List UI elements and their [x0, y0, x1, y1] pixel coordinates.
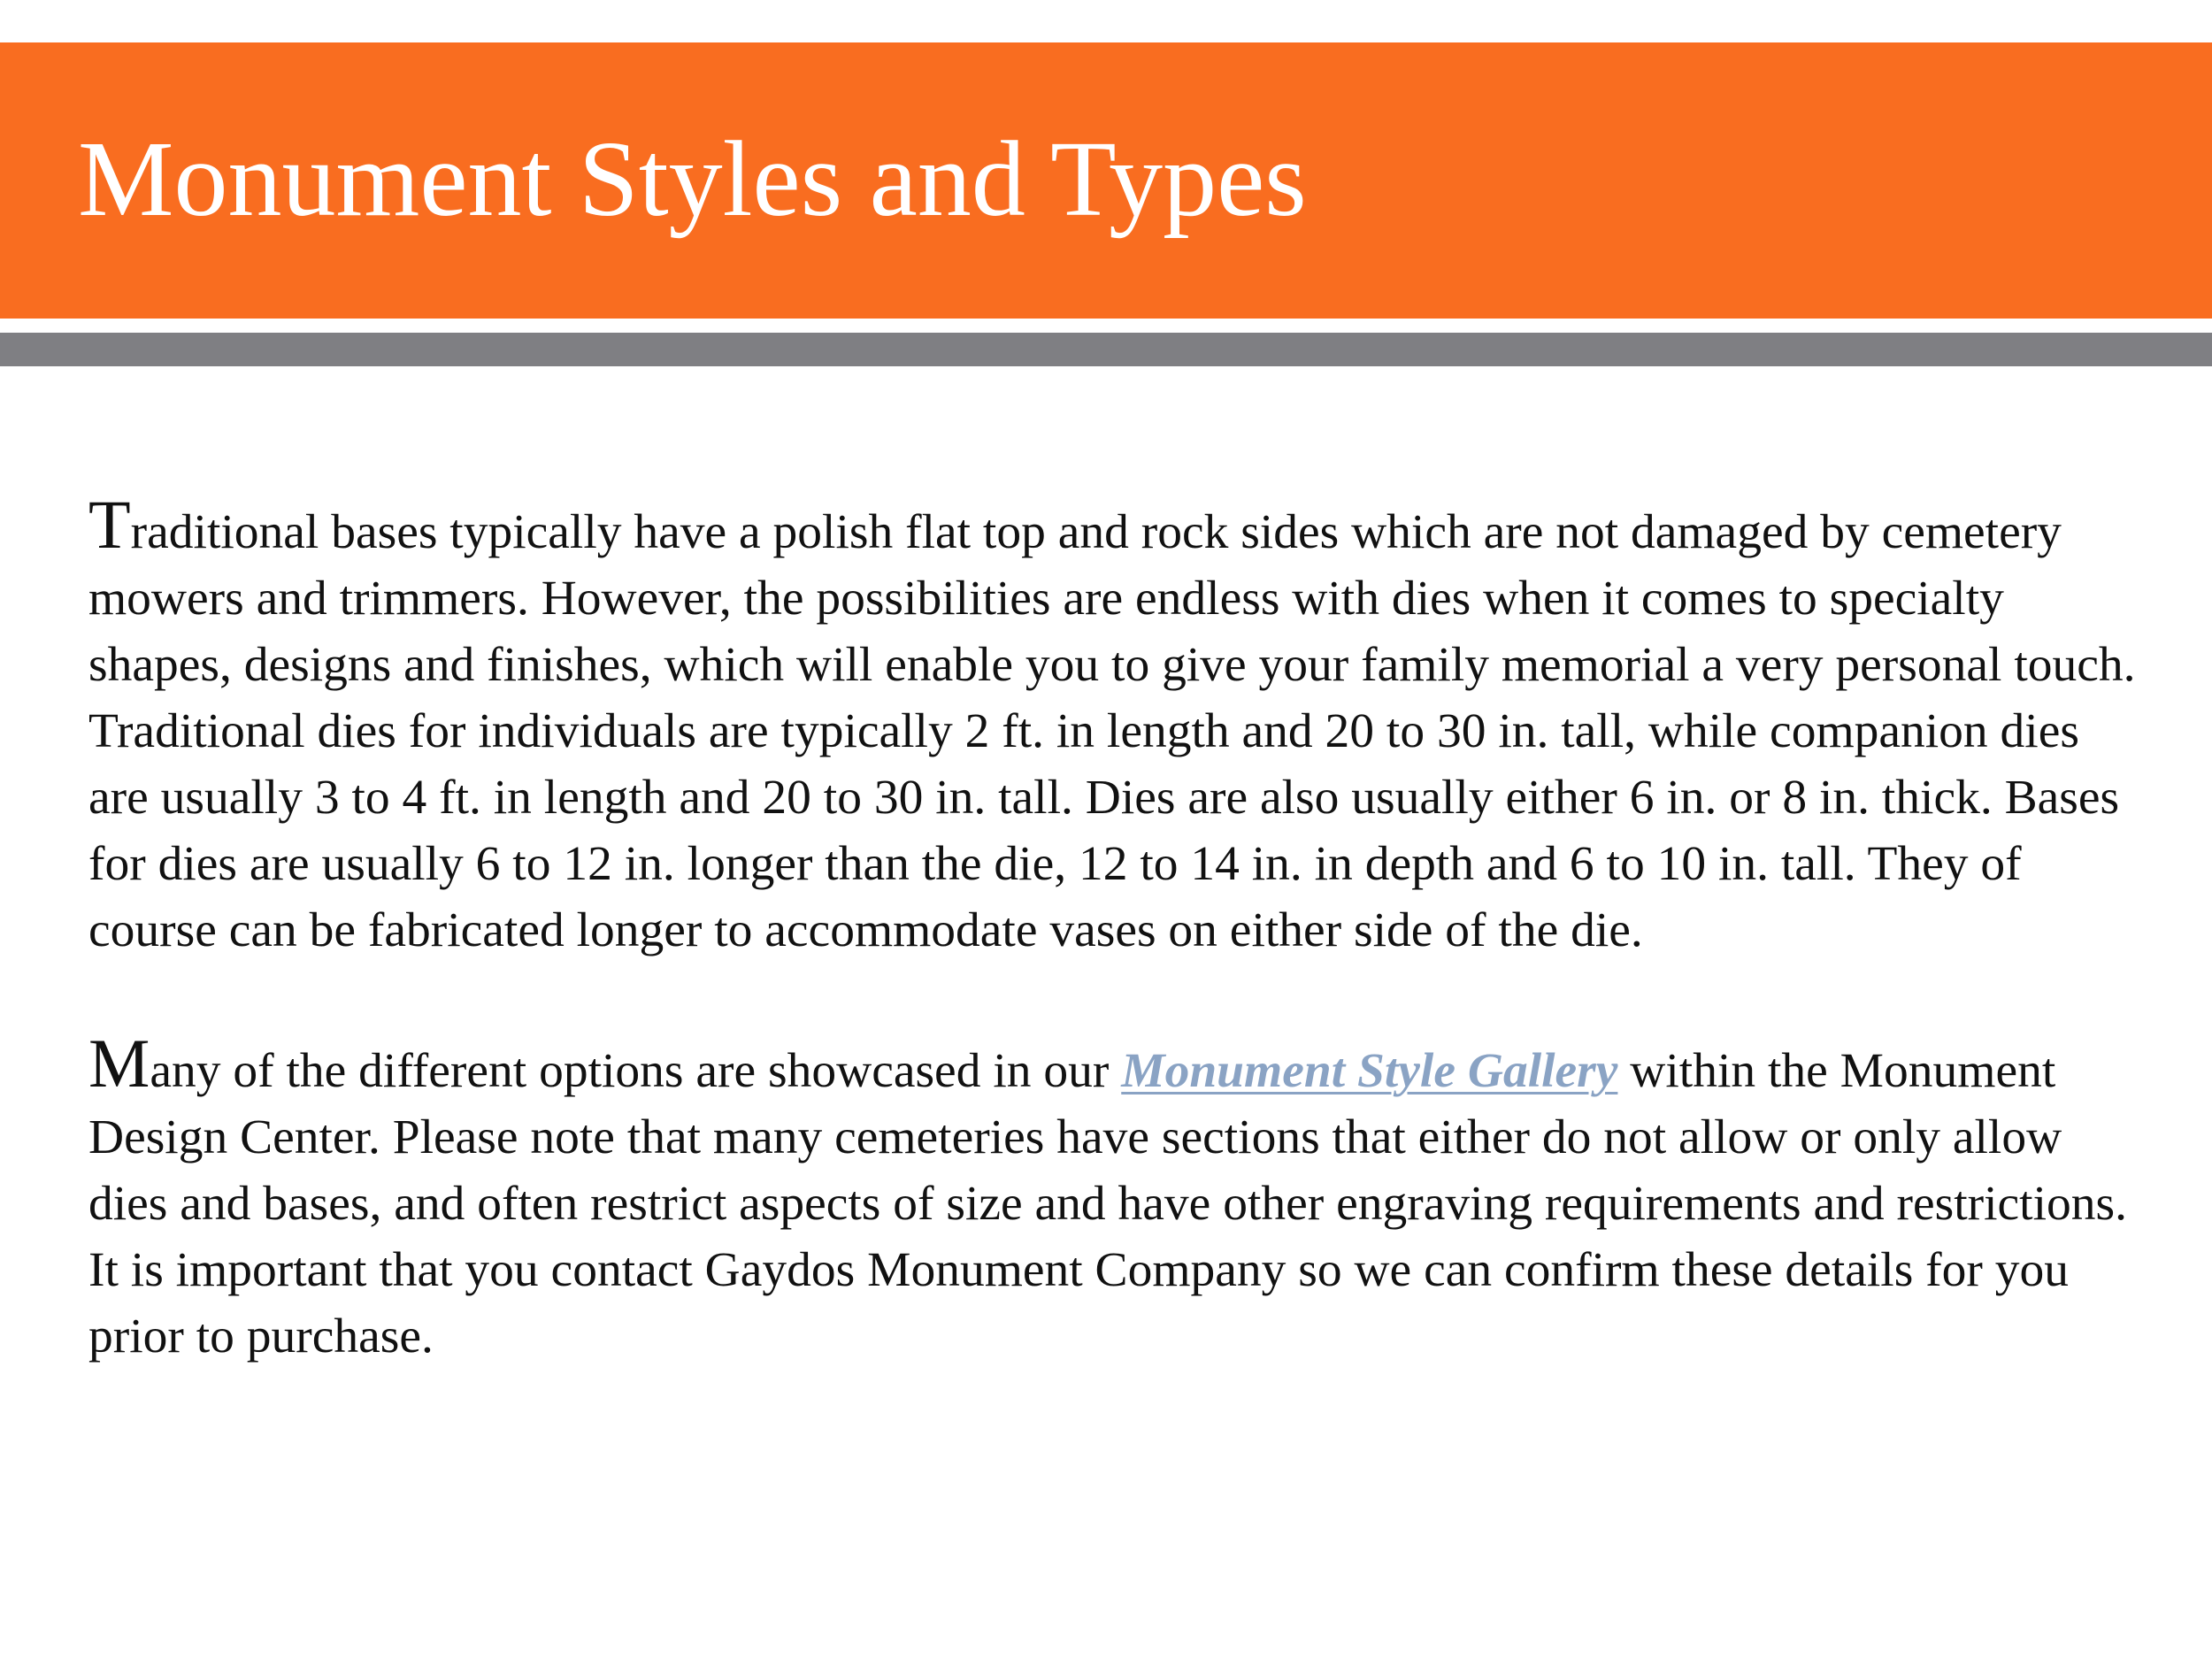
- monument-style-gallery-link[interactable]: Monument Style Gallery: [1121, 1044, 1618, 1098]
- paragraph-gallery-note: [88, 1025, 2141, 1370]
- divider-bar: [0, 333, 2212, 366]
- drop-initial: T: [88, 486, 131, 563]
- page-title: Monument Styles and Types: [78, 119, 1307, 239]
- body-text: [88, 486, 2141, 1370]
- drop-initial: M: [88, 1025, 150, 1102]
- paragraph-traditional-bases: [88, 486, 2141, 964]
- paragraph-text: raditional bases typically have a polish flat top and rock sides which are not damaged by cemetery mowers and trimmers. However, the possibilities are endless with dies when it comes to specialty shapes, designs and finishes, which will enable you to give your family memorial a very personal touch. Traditional dies for individuals are typically 2 ft. in length and 20 to 30 in. tall, while companion dies are usually 3 to 4 ft. in length and 20 to 30 in. tall. Dies are also usually either 6 in. or 8 in. thick. Bases for dies are usually 6 to 12 in. longer than the die, 12 to 14 in. in depth and 6 to 10 in. tall. They of course can be fabricated longer to accommodate vases on either side of the die.: [88, 505, 2136, 957]
- paragraph-text: within the Monument Design Center. Please note that many cemeteries have sections that either do not allow or only allow dies and bases, and often restrict aspects of size and have other engraving requirements and restrictions. It is important that you contact Gaydos Monument Company so we can confirm these details for you prior to purchase.: [88, 1044, 2127, 1363]
- paragraph-text: any of the different options are showcased in our: [150, 1044, 1122, 1098]
